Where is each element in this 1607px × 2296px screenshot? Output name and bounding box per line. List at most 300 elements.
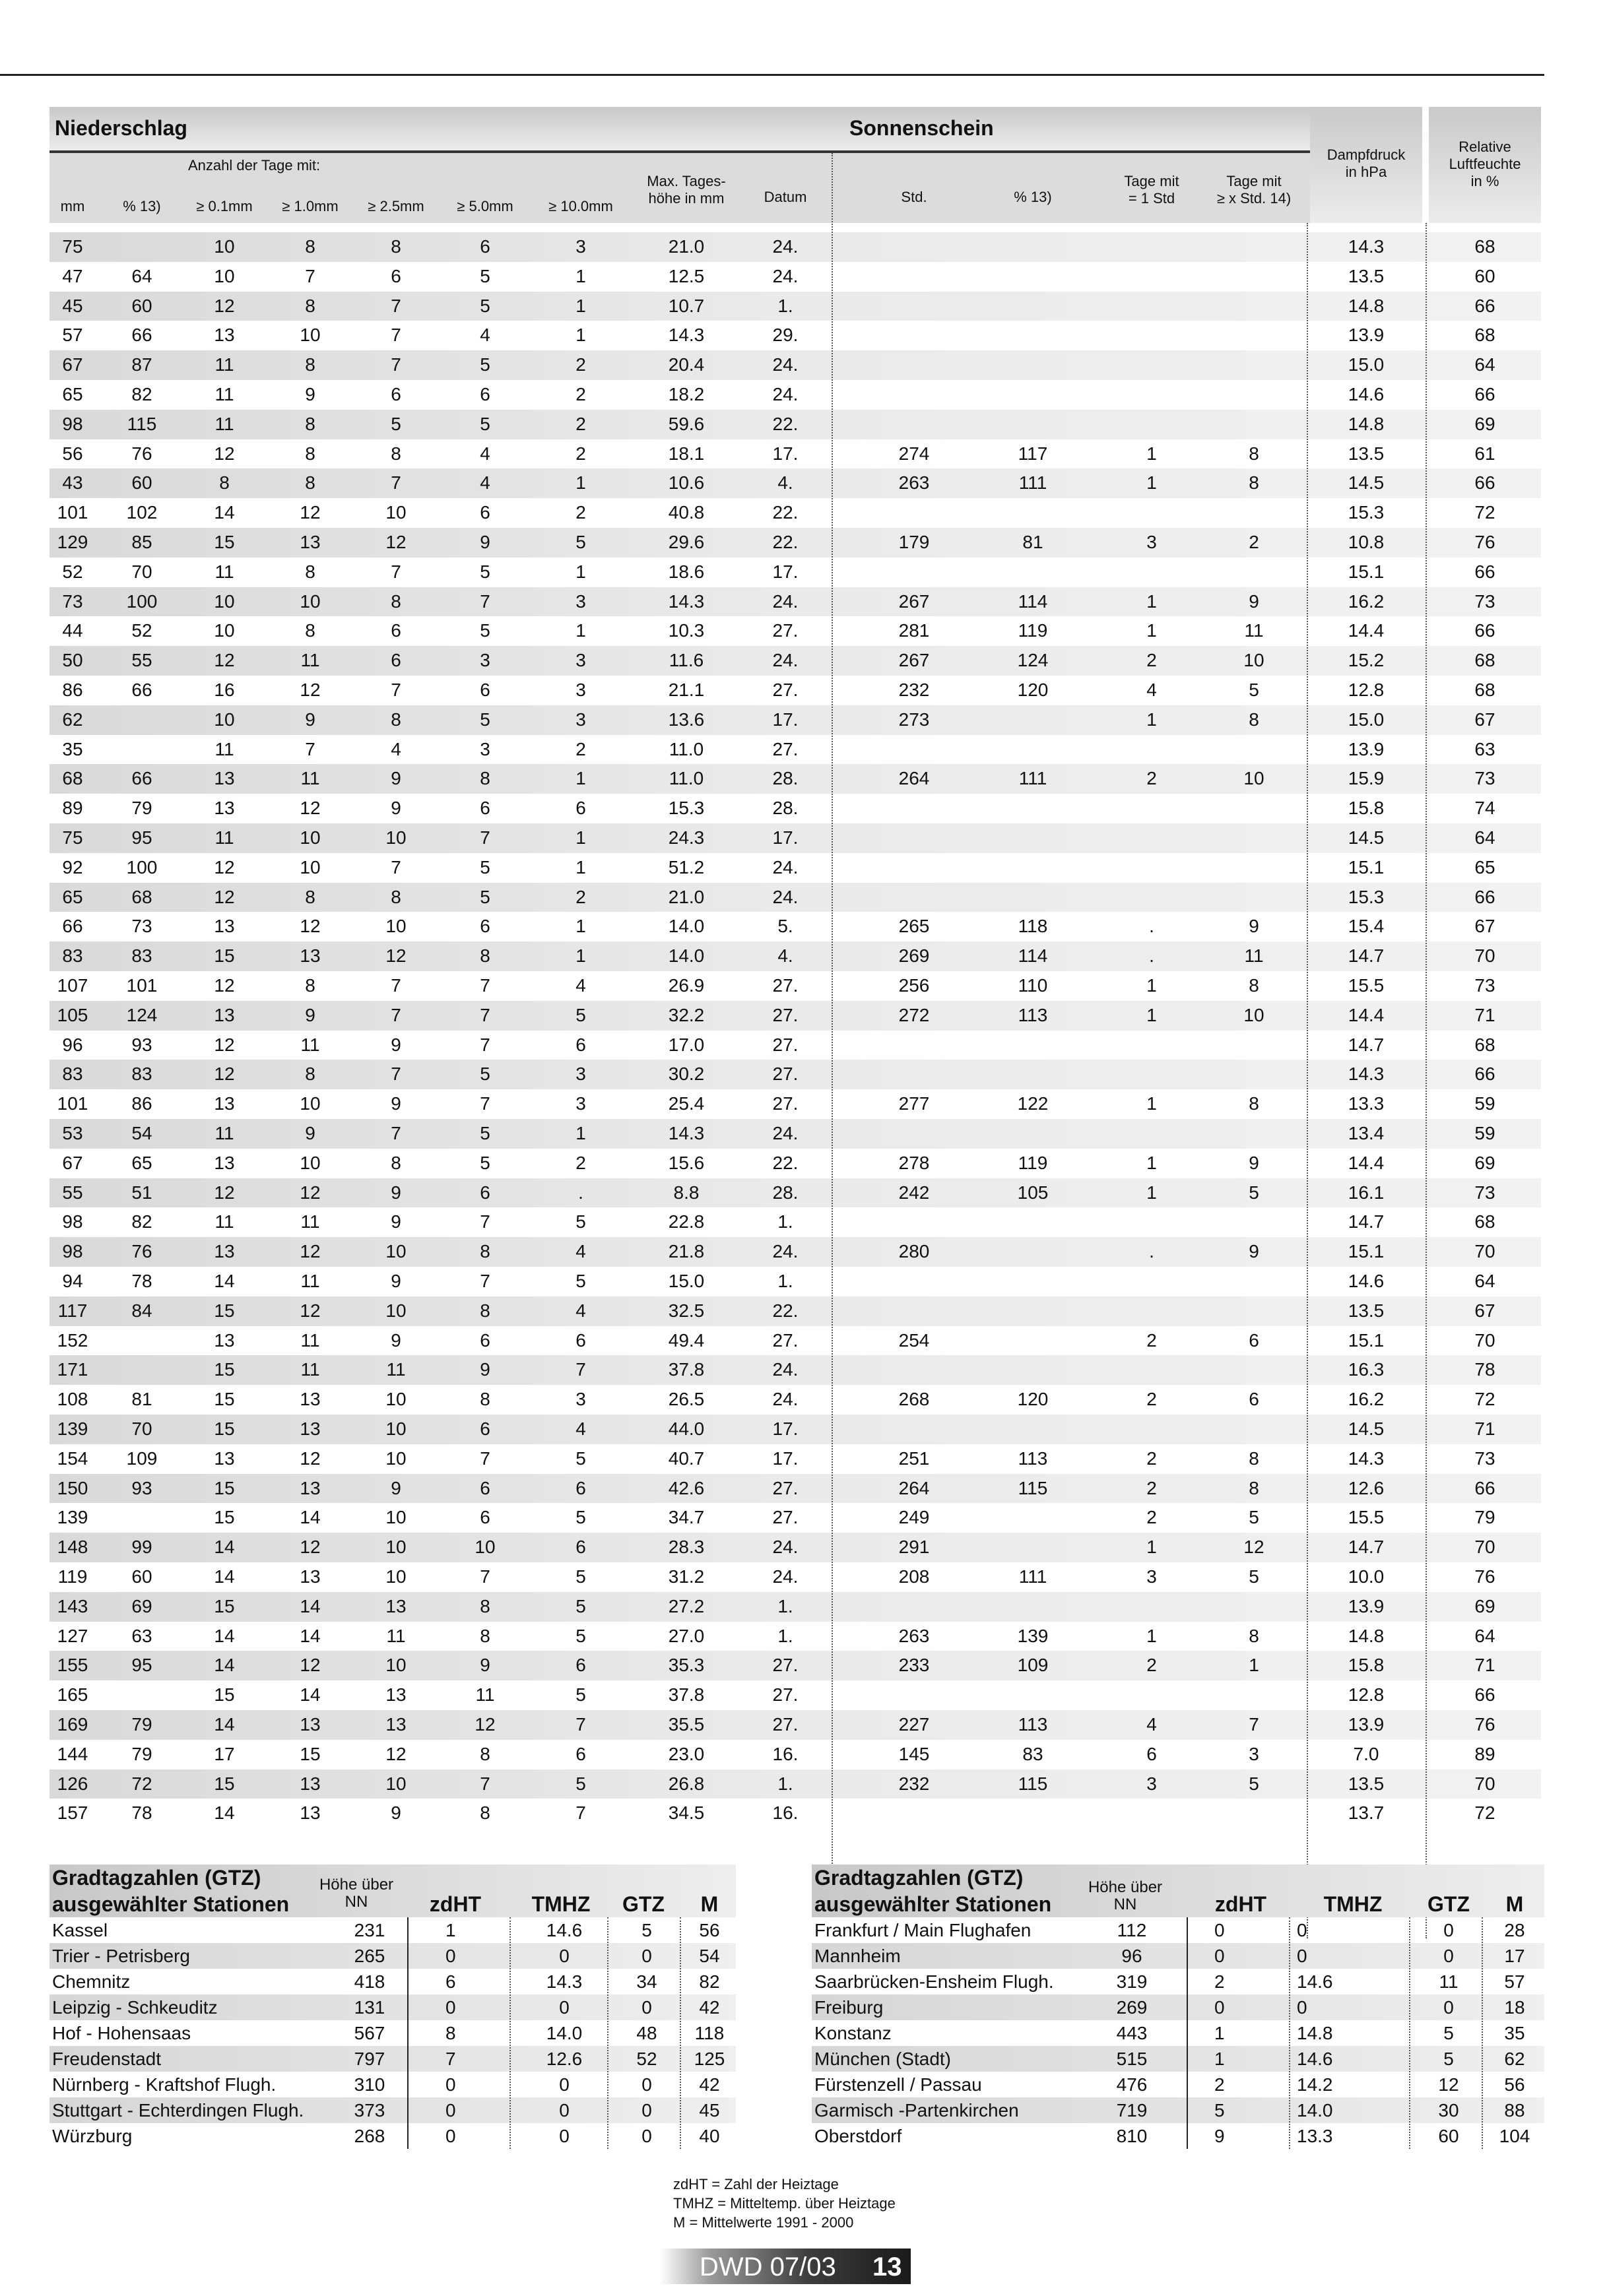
- table-cell: 13.5: [1348, 443, 1385, 464]
- table-cell: 8: [305, 413, 315, 434]
- table-cell: 110: [1018, 975, 1048, 996]
- table-cell: 1: [1214, 2023, 1225, 2043]
- table-cell: 5: [575, 1684, 586, 1706]
- table-cell: 6: [391, 265, 401, 286]
- table-cell: 23.0: [668, 1743, 705, 1764]
- table-cell: 280: [898, 1241, 930, 1262]
- table-cell: 5: [641, 1920, 652, 1940]
- table-cell: [861, 350, 967, 380]
- table-cell: 75: [62, 236, 83, 257]
- table-cell: 16.2: [1348, 590, 1385, 612]
- table-cell: 1.: [777, 295, 793, 316]
- table-row: [49, 1994, 736, 2020]
- table-cell: [1198, 232, 1310, 262]
- table-cell: 17.: [772, 561, 799, 582]
- table-row: [49, 410, 1541, 439]
- table-cell: 126: [57, 1773, 88, 1794]
- table-cell: 93: [131, 1477, 152, 1498]
- table-row: [49, 587, 1541, 617]
- table-cell: 17.: [772, 709, 799, 730]
- table-cell: 17.: [772, 1448, 799, 1469]
- table-cell: 11.0: [669, 738, 704, 759]
- table-cell: [861, 1592, 967, 1622]
- gtz-left-sep2: [607, 1917, 608, 2149]
- station-name: Mannheim: [814, 1946, 901, 1966]
- table-cell: 27.: [772, 1684, 799, 1706]
- station-name: Hof - Hohensaas: [52, 2023, 191, 2043]
- table-cell: 14.0: [668, 916, 705, 937]
- table-row: [49, 941, 1541, 971]
- table-row: [49, 1969, 736, 1994]
- anzahl-header: Anzahl der Tage mit:: [188, 157, 321, 174]
- table-cell: 8: [1249, 443, 1259, 464]
- table-cell: 94: [62, 1271, 83, 1291]
- table-cell: 8: [480, 1802, 490, 1824]
- table-cell: 10: [214, 265, 235, 286]
- table-cell: 1: [1146, 620, 1157, 641]
- table-cell: 73: [1474, 1182, 1495, 1203]
- table-cell: 1: [575, 768, 586, 789]
- table-cell: 1.: [777, 1271, 793, 1291]
- table-cell: 72: [1474, 1802, 1495, 1824]
- table-cell: 13: [214, 1004, 235, 1025]
- table-cell: 6: [480, 1507, 490, 1528]
- table-cell: 233: [898, 1655, 930, 1676]
- table-cell: [1198, 794, 1310, 823]
- table-cell: 102: [126, 502, 158, 523]
- table-cell: 11.0: [669, 768, 704, 789]
- table-cell: 11: [1244, 620, 1264, 641]
- table-cell: 10: [300, 1093, 321, 1114]
- table-row: [49, 912, 1541, 941]
- table-cell: 101: [126, 975, 158, 996]
- table-cell: 66: [1474, 886, 1495, 907]
- table-row: [49, 1474, 1541, 1504]
- table-cell: 443: [1116, 2023, 1148, 2043]
- table-cell: [1105, 380, 1198, 410]
- table-cell: [1105, 735, 1198, 765]
- table-cell: 120: [1017, 1389, 1049, 1410]
- table-row: [49, 468, 1541, 498]
- table-cell: [861, 1207, 967, 1237]
- separator-rel: [1426, 223, 1427, 1938]
- table-cell: 2: [575, 886, 586, 907]
- table-cell: 119: [1018, 620, 1048, 641]
- gtz-right-col-gtz: GTZ: [1427, 1892, 1470, 1916]
- table-cell: 10: [385, 1300, 407, 1321]
- table-cell: 256: [898, 975, 930, 996]
- table-cell: 79: [131, 1743, 152, 1764]
- table-cell: 14: [214, 1802, 235, 1824]
- table-cell: [861, 735, 967, 765]
- table-cell: 11: [475, 1684, 495, 1706]
- table-cell: 7: [391, 354, 401, 375]
- table-cell: 21.0: [668, 886, 705, 907]
- table-row: [49, 2020, 736, 2046]
- table-cell: 10: [385, 1241, 407, 1262]
- table-cell: 66: [1474, 1064, 1495, 1085]
- table-row: [49, 1710, 1541, 1740]
- table-cell: 8: [391, 443, 401, 464]
- table-cell: 8: [391, 236, 401, 257]
- table-cell: 10: [385, 916, 407, 937]
- table-cell: [980, 883, 1086, 912]
- table-cell: 125: [694, 2049, 725, 2069]
- table-cell: 101: [57, 502, 88, 523]
- gtz-right-col-m: M: [1505, 1892, 1524, 1916]
- table-cell: 73: [1474, 1448, 1495, 1469]
- table-cell: 0: [1297, 1946, 1307, 1966]
- table-cell: 719: [1116, 2100, 1148, 2121]
- table-cell: 251: [898, 1448, 930, 1469]
- table-cell: 7: [480, 1773, 490, 1794]
- table-cell: 15.6: [668, 1152, 705, 1173]
- table-cell: 242: [898, 1182, 930, 1203]
- station-name: Frankfurt / Main Flughafen: [814, 1920, 1032, 1940]
- table-cell: 13: [385, 1714, 407, 1735]
- table-row: [49, 1385, 1541, 1415]
- table-row: [812, 2072, 1544, 2097]
- table-cell: 5: [1249, 680, 1259, 700]
- table-cell: 1: [575, 472, 586, 494]
- table-cell: 15: [214, 1684, 235, 1706]
- table-cell: [861, 853, 967, 883]
- table-cell: [115, 1326, 168, 1356]
- table-cell: 8: [480, 768, 490, 789]
- table-cell: 11: [300, 768, 320, 789]
- table-cell: 66: [1474, 1477, 1495, 1498]
- table-cell: 8: [391, 886, 401, 907]
- table-cell: 14.0: [668, 945, 705, 967]
- table-cell: 64: [1474, 354, 1495, 375]
- table-cell: 9: [305, 384, 315, 404]
- table-cell: 119: [1018, 1152, 1048, 1173]
- table-cell: 263: [898, 1625, 930, 1646]
- table-cell: 15.1: [1348, 561, 1385, 582]
- table-cell: [861, 823, 967, 853]
- table-cell: 28.: [772, 768, 799, 789]
- table-cell: 7: [391, 295, 401, 316]
- table-cell: 0: [1443, 1920, 1454, 1940]
- table-cell: [1105, 292, 1198, 321]
- table-cell: 7: [480, 1271, 490, 1291]
- table-cell: 2: [1146, 1655, 1157, 1676]
- table-row: [812, 2097, 1544, 2123]
- table-cell: 12: [475, 1714, 496, 1735]
- table-cell: 268: [898, 1389, 930, 1410]
- table-cell: 5: [1249, 1182, 1259, 1203]
- table-cell: 59.6: [668, 413, 705, 434]
- table-cell: 13: [214, 1241, 235, 1262]
- table-cell: 29.6: [668, 532, 705, 552]
- table-cell: [1105, 823, 1198, 853]
- table-cell: 1: [575, 561, 586, 582]
- table-cell: 8: [305, 443, 315, 464]
- gtz-left-title2: ausgewählter Stationen: [52, 1892, 290, 1916]
- header-datum: Datum: [764, 189, 807, 205]
- legend-tmhz: TMHZ = Mitteltemp. über Heiztage: [673, 2195, 896, 2212]
- table-cell: 0: [559, 1997, 570, 2018]
- table-cell: 8: [391, 590, 401, 612]
- table-cell: 5: [575, 1595, 586, 1616]
- table-cell: [1105, 1415, 1198, 1444]
- table-cell: 13: [300, 1566, 321, 1587]
- table-cell: 17.: [772, 1419, 799, 1439]
- table-cell: 14.8: [1297, 2023, 1333, 2043]
- table-cell: 1: [1146, 443, 1157, 464]
- table-cell: 76: [1474, 532, 1495, 552]
- table-cell: [1198, 380, 1310, 410]
- header-tagex: Tage mit ≥ x Std. 14): [1216, 173, 1292, 207]
- table-cell: 208: [898, 1566, 930, 1587]
- table-cell: 13: [300, 1477, 321, 1498]
- table-cell: 13.5: [1348, 265, 1385, 286]
- table-cell: 11: [386, 1625, 406, 1646]
- table-cell: 1: [1146, 1004, 1157, 1025]
- table-cell: 5: [575, 1448, 586, 1469]
- table-cell: 5: [480, 354, 490, 375]
- table-cell: 6: [1249, 1329, 1259, 1351]
- table-cell: 27.: [772, 738, 799, 759]
- table-cell: [861, 1060, 967, 1089]
- table-cell: 2: [1146, 650, 1157, 671]
- table-cell: 14.4: [1348, 1004, 1385, 1025]
- table-cell: 11: [1244, 945, 1264, 967]
- table-cell: 5: [575, 1507, 586, 1528]
- table-cell: 10: [385, 1655, 407, 1676]
- table-cell: [980, 853, 1086, 883]
- table-cell: 86: [131, 1093, 152, 1114]
- table-cell: 10: [385, 1507, 407, 1528]
- table-row: [49, 1178, 1541, 1208]
- table-cell: 6: [480, 502, 490, 523]
- table-row: [49, 735, 1541, 765]
- table-cell: 14.8: [1348, 1625, 1385, 1646]
- table-cell: 83: [1022, 1743, 1043, 1764]
- table-cell: 13: [300, 945, 321, 967]
- table-cell: 14.5: [1348, 827, 1385, 848]
- table-cell: 9: [1249, 1241, 1259, 1262]
- table-cell: 95: [131, 1655, 152, 1676]
- table-cell: 109: [1017, 1655, 1049, 1676]
- table-cell: 24.3: [668, 827, 705, 848]
- table-cell: 5: [575, 532, 586, 552]
- table-cell: 9: [391, 1802, 401, 1824]
- table-row: [812, 1969, 1544, 1994]
- table-cell: 15: [214, 1300, 235, 1321]
- table-cell: [1198, 735, 1310, 765]
- table-cell: 66: [131, 325, 152, 346]
- table-row: [49, 853, 1541, 883]
- table-cell: [115, 705, 168, 735]
- gtz-left-col-gtz: GTZ: [622, 1892, 665, 1916]
- table-cell: 61: [1474, 443, 1495, 464]
- table-cell: 78: [1474, 1359, 1495, 1380]
- table-cell: 15.0: [1348, 709, 1385, 730]
- table-cell: [1198, 1415, 1310, 1444]
- table-cell: 8: [305, 354, 315, 375]
- table-cell: 27.: [772, 1655, 799, 1676]
- table-cell: 4: [480, 443, 490, 464]
- table-cell: 5: [1214, 2100, 1225, 2121]
- table-cell: 0: [559, 2126, 570, 2146]
- table-cell: 17.: [772, 443, 799, 464]
- table-cell: 810: [1116, 2126, 1148, 2146]
- table-row: [49, 1770, 1541, 1799]
- table-cell: 112: [1117, 1920, 1147, 1940]
- table-cell: [861, 1799, 967, 1828]
- table-cell: 281: [898, 620, 930, 641]
- table-cell: 143: [57, 1595, 88, 1616]
- table-cell: 22.: [772, 413, 799, 434]
- table-cell: 0: [1297, 1920, 1307, 1940]
- table-cell: [1198, 1267, 1310, 1296]
- table-cell: 18.1: [668, 443, 705, 464]
- station-name: Trier - Petrisberg: [52, 1946, 191, 1966]
- table-cell: 56: [1504, 2074, 1525, 2095]
- table-cell: 42.6: [668, 1477, 705, 1498]
- table-cell: [980, 1267, 1086, 1296]
- station-name: Konstanz: [814, 2023, 892, 2043]
- table-cell: 5: [480, 413, 490, 434]
- table-cell: 84: [131, 1300, 152, 1321]
- table-cell: [980, 1415, 1086, 1444]
- table-cell: 60: [1438, 2126, 1459, 2146]
- legend-zdht: zdHT = Zahl der Heiztage: [673, 2176, 839, 2192]
- table-cell: [861, 292, 967, 321]
- table-cell: 269: [898, 945, 930, 967]
- table-cell: 11: [300, 1359, 320, 1380]
- table-cell: 0: [1443, 1997, 1454, 2018]
- table-cell: 129: [57, 532, 88, 552]
- table-cell: 66: [1474, 295, 1495, 316]
- table-row: [49, 1296, 1541, 1326]
- table-cell: 10: [385, 1448, 407, 1469]
- table-cell: 2: [575, 384, 586, 404]
- table-cell: 13: [214, 1329, 235, 1351]
- table-cell: 139: [57, 1507, 88, 1528]
- table-cell: [980, 1119, 1086, 1149]
- table-cell: 7: [575, 1359, 586, 1380]
- table-row: [49, 262, 1541, 292]
- table-cell: [1105, 1355, 1198, 1385]
- station-name: München (Stadt): [814, 2049, 951, 2069]
- table-cell: 9: [305, 1123, 315, 1143]
- table-cell: 3: [575, 1093, 586, 1114]
- table-cell: 109: [126, 1448, 158, 1469]
- table-cell: 12: [214, 1034, 235, 1055]
- table-cell: 14.8: [1348, 295, 1385, 316]
- table-cell: 373: [354, 2100, 385, 2121]
- table-row: [812, 2046, 1544, 2072]
- table-cell: 122: [1017, 1093, 1049, 1114]
- table-cell: 17: [1504, 1946, 1525, 1966]
- table-cell: 5: [480, 1152, 490, 1173]
- table-cell: 9: [391, 768, 401, 789]
- table-cell: 82: [131, 1211, 152, 1232]
- table-cell: 45: [62, 295, 83, 316]
- table-cell: 4: [1146, 680, 1157, 700]
- header-std: Std.: [901, 189, 927, 205]
- table-row: [49, 232, 1541, 262]
- header-t100: ≥ 10.0mm: [548, 198, 613, 214]
- table-cell: 35: [1504, 2023, 1525, 2043]
- table-cell: 82: [699, 1971, 720, 1992]
- table-cell: 15.5: [1348, 975, 1385, 996]
- table-cell: 10.8: [1348, 532, 1385, 552]
- top-rule: [0, 74, 1544, 76]
- table-row: [49, 1503, 1541, 1533]
- table-cell: 14.3: [1348, 236, 1385, 257]
- table-cell: 13: [214, 768, 235, 789]
- table-cell: 27.: [772, 1064, 799, 1085]
- table-cell: 15: [214, 1595, 235, 1616]
- table-cell: 8: [445, 2023, 456, 2043]
- table-cell: 1: [1214, 2049, 1225, 2069]
- table-cell: 69: [131, 1595, 152, 1616]
- table-cell: 14.3: [668, 325, 705, 346]
- table-cell: 24.: [772, 265, 799, 286]
- table-cell: 40.7: [668, 1448, 705, 1469]
- table-row: [49, 1444, 1541, 1474]
- table-cell: 83: [131, 1064, 152, 1085]
- table-cell: 70: [1474, 1537, 1495, 1558]
- table-cell: 13: [214, 1152, 235, 1173]
- table-cell: 10: [385, 502, 407, 523]
- table-cell: 54: [699, 1946, 720, 1966]
- table-cell: [980, 232, 1086, 262]
- table-cell: 15: [214, 1419, 235, 1439]
- table-row: [49, 1680, 1541, 1710]
- table-cell: 71: [1474, 1004, 1495, 1025]
- table-cell: 78: [131, 1271, 152, 1291]
- table-cell: 6: [480, 1419, 490, 1439]
- table-row: [49, 2097, 736, 2123]
- table-cell: 89: [62, 798, 83, 819]
- table-cell: 11: [386, 1359, 406, 1380]
- table-cell: 65: [1474, 856, 1495, 877]
- table-cell: 12: [385, 532, 407, 552]
- table-cell: 60: [131, 472, 152, 494]
- table-cell: [861, 1119, 967, 1149]
- table-cell: 10.7: [668, 295, 705, 316]
- table-cell: 3: [1146, 1566, 1157, 1587]
- table-cell: [861, 1680, 967, 1710]
- gtz-right-rule: [1187, 1917, 1188, 2149]
- table-cell: 105: [1017, 1182, 1049, 1203]
- table-cell: 0: [641, 2126, 652, 2146]
- table-cell: 15: [214, 1773, 235, 1794]
- table-cell: 66: [1474, 384, 1495, 404]
- table-cell: 6: [480, 236, 490, 257]
- table-cell: [980, 1326, 1086, 1356]
- header-t10: ≥ 1.0mm: [282, 198, 339, 214]
- table-cell: 14.7: [1348, 1211, 1385, 1232]
- table-cell: 44.0: [668, 1419, 705, 1439]
- station-name: Kassel: [52, 1920, 108, 1940]
- table-cell: 24.: [772, 236, 799, 257]
- table-cell: 3: [1146, 1773, 1157, 1794]
- table-cell: [980, 1355, 1086, 1385]
- table-row: [49, 883, 1541, 912]
- table-cell: [1105, 1119, 1198, 1149]
- table-cell: 34.7: [668, 1507, 705, 1528]
- station-name: Fürstenzell / Passau: [814, 2074, 982, 2095]
- table-cell: 6: [480, 916, 490, 937]
- table-cell: 83: [62, 945, 83, 967]
- table-cell: 31.2: [668, 1566, 705, 1587]
- table-cell: [980, 292, 1086, 321]
